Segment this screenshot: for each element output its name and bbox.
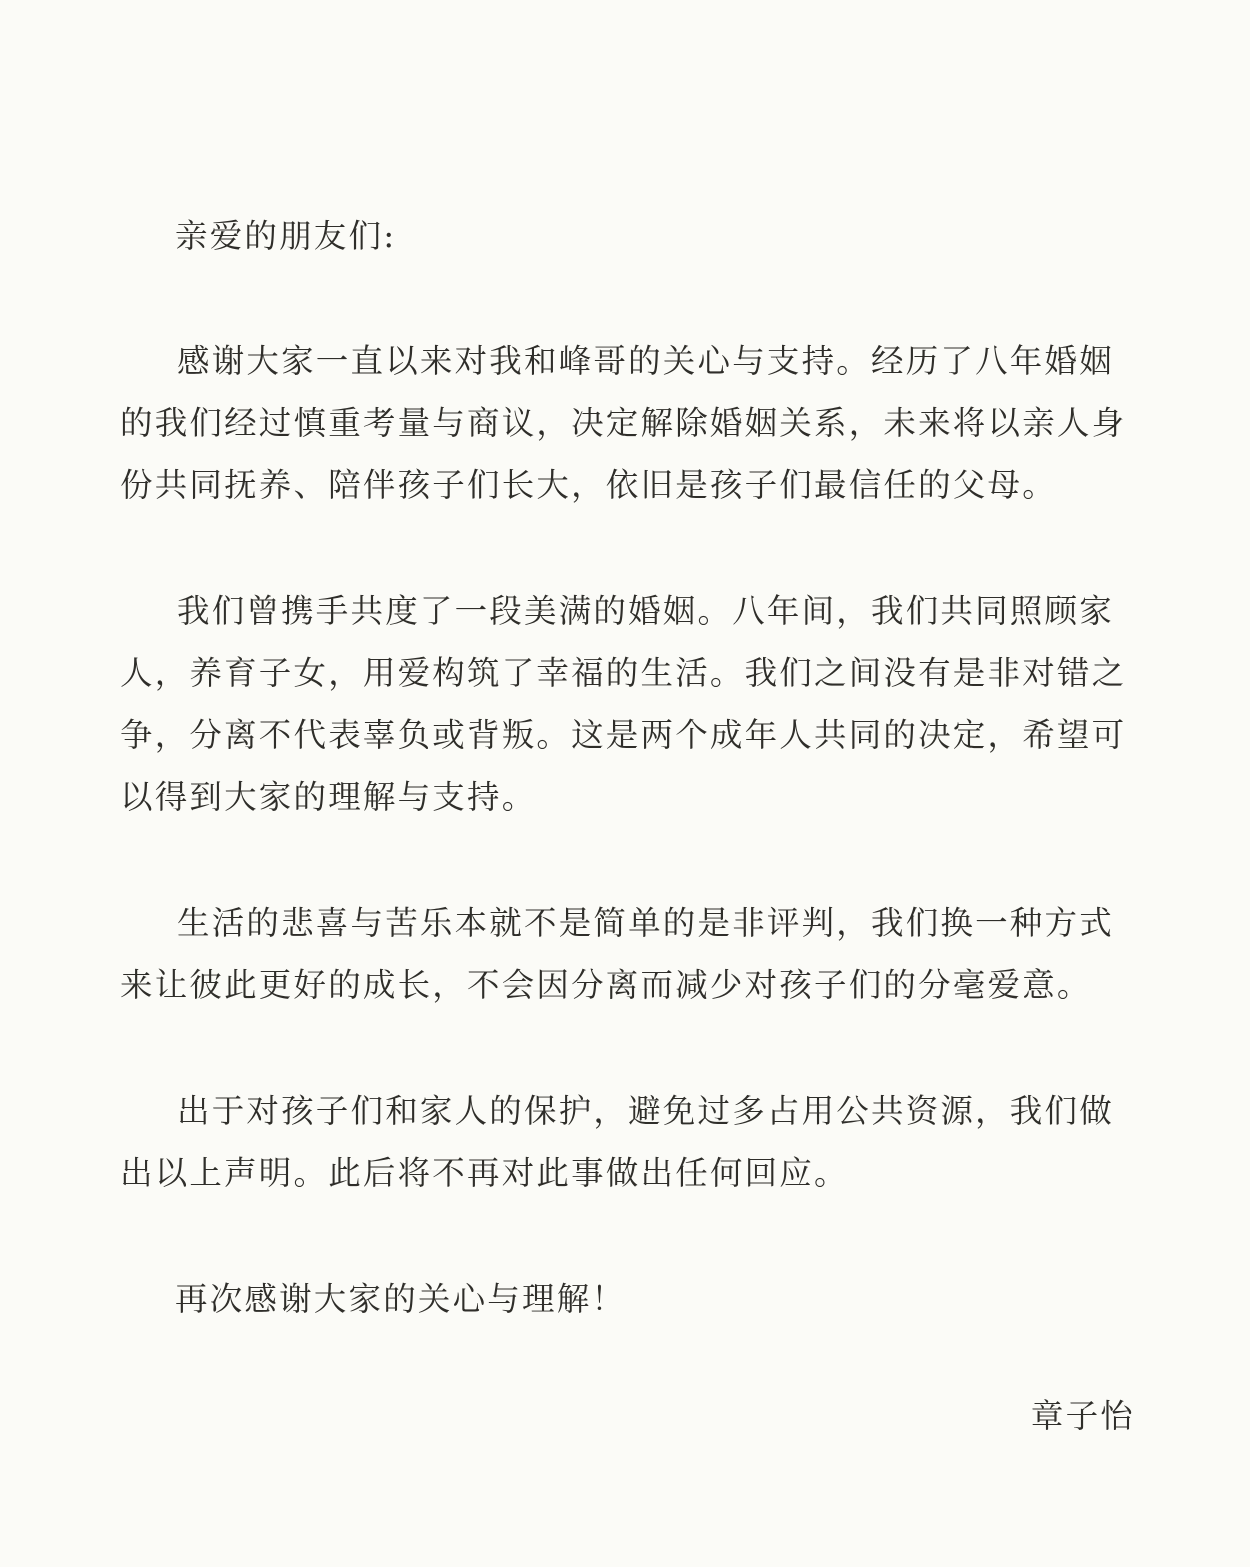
letter-greeting: 亲爱的朋友们: — [175, 217, 397, 255]
paragraph-line: 出于对孩子们和家人的保护，避免过多占用公共资源，我们做 — [177, 1092, 1114, 1130]
paragraph-line: 争，分离不代表辜负或背叛。这是两个成年人共同的决定，希望可 — [120, 716, 1127, 754]
paragraph-line: 我们曾携手共度了一段美满的婚姻。八年间，我们共同照顾家 — [177, 592, 1114, 630]
paragraph-line: 人，养育子女，用爱构筑了幸福的生活。我们之间没有是非对错之 — [120, 654, 1127, 692]
paragraph-line: 以得到大家的理解与支持。 — [120, 778, 537, 816]
letter-signature: 章子怡 — [1030, 1397, 1135, 1435]
letter-paragraph-3 — [120, 892, 1135, 1016]
letter-paragraph-4 — [120, 1080, 1135, 1204]
letter-paragraph-1 — [120, 330, 1135, 516]
paragraph-line: 生活的悲喜与苦乐本就不是简单的是非评判，我们换一种方式 — [177, 904, 1114, 942]
paragraph-line: 来让彼此更好的成长，不会因分离而减少对孩子们的分毫爱意。 — [120, 966, 1092, 1004]
paragraph-line: 份共同抚养、陪伴孩子们长大，依旧是孩子们最信任的父母。 — [120, 466, 1057, 504]
letter-paragraph-2 — [120, 580, 1135, 828]
paragraph-line: 的我们经过慎重考量与商议，决定解除婚姻关系，未来将以亲人身 — [120, 404, 1127, 442]
paragraph-line: 出以上声明。此后将不再对此事做出任何回应。 — [120, 1154, 849, 1192]
letter-closing: 再次感谢大家的关心与理解！ — [175, 1280, 627, 1318]
paragraph-line: 感谢大家一直以来对我和峰哥的关心与支持。经历了八年婚姻 — [177, 342, 1114, 380]
